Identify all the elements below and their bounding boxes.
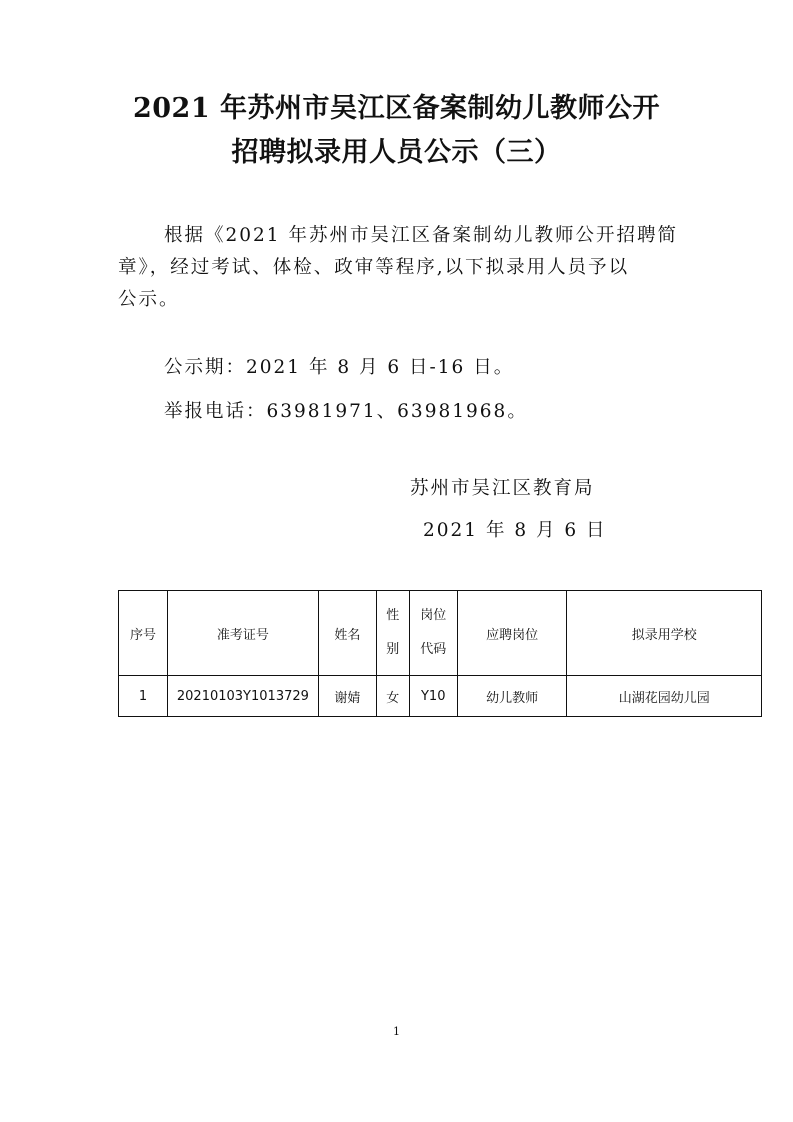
signature-organization: 苏州市吴江区教育局: [410, 478, 595, 499]
cell-school: 山湖花园幼儿园: [567, 676, 762, 717]
publicity-period: 公示期：2021 年 8 月 6 日-16 日。: [164, 357, 515, 378]
cell-seq: 1: [119, 676, 168, 717]
header-school: 拟录用学校: [567, 591, 762, 676]
header-gender-line-2: 别: [386, 642, 400, 657]
cell-position: 幼儿教师: [457, 676, 567, 717]
report-phone: 举报电话：63981971、63981968。: [164, 401, 528, 422]
candidate-table: [118, 590, 762, 717]
header-position: 应聘岗位: [457, 591, 567, 676]
header-post-code: [409, 591, 457, 676]
paragraph-line: 章》，经过考试、体检、政审等程序,以下拟录用人员予以: [118, 257, 630, 278]
header-gender: [376, 591, 409, 676]
announcement-paragraph: [118, 220, 678, 316]
cell-gender: 女: [376, 676, 409, 717]
table-row: [119, 676, 762, 717]
header-name: 姓名: [318, 591, 376, 676]
table-header-row: [119, 591, 762, 676]
page-number: 1: [393, 1025, 400, 1038]
signature-date: 2021 年 8 月 6 日: [423, 520, 607, 541]
cell-exam-id: 20210103Y1013729: [167, 676, 318, 717]
cell-post-code: Y10: [409, 676, 457, 717]
header-gender-line-1: 性: [386, 608, 400, 623]
document-title-line-2: 招聘拟录用人员公示（三）: [231, 137, 562, 168]
header-post-code-line-2: 代码: [420, 642, 447, 657]
cell-name: 谢婧: [318, 676, 376, 717]
document-title-line-1: 2021 年苏州市吴江区备案制幼儿教师公开: [132, 93, 661, 124]
header-post-code-line-1: 岗位: [420, 608, 447, 623]
paragraph-line: 根据《2021 年苏州市吴江区备案制幼儿教师公开招聘简: [164, 225, 678, 246]
header-exam-id: 准考证号: [167, 591, 318, 676]
paragraph-line: 公示。: [118, 289, 180, 310]
header-seq: 序号: [119, 591, 168, 676]
